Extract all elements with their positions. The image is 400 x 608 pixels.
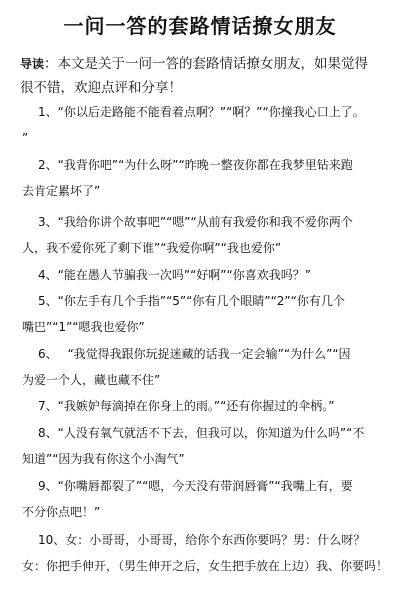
list-item-line: 不分你点吧！” — [22, 505, 101, 519]
list-item-line: 5、“你左手有几个手指”“5”“你有几个眼睛”“2”“你有几个 — [38, 294, 345, 308]
list-item-line: 7、“我嫉妒每滴掉在你身上的雨。”“还有你握过的伞柄。” — [38, 399, 335, 413]
list-item-line: 人，我不爱你死了剩下谁”“我爱你啊”“我也爱你” — [22, 241, 282, 255]
list-item-line: 6、 “我觉得我跟你玩捉迷藏的话我一定会输”“为什么”“因 — [38, 347, 351, 361]
list-item-line: 10、女：小哥哥，小哥哥，给你个东西你要吗？男：什么呀？ — [38, 533, 366, 547]
list-item-line: 为爱一个人，藏也藏不住” — [22, 373, 161, 387]
list-item-line: ” — [22, 131, 29, 145]
list-item-line: 女：你把手伸开，（男生伸开之后，女生把手放在上边）我、你要吗！ — [22, 559, 389, 573]
list-item-line: 2、“我背你吧”“为什么呀”“昨晚一整夜你都在我梦里钻来跑 — [38, 158, 353, 172]
list-item-line: 嘴巴”“1”“嗯我也爱你” — [22, 320, 145, 334]
list-item-line: 1、“你以后走路能不能看着点啊？”“啊？”“你撞我心口上了。 — [38, 105, 365, 119]
intro-text-1: ：本文是关于一问一答的套路情话撩女朋友，如果觉得 — [44, 56, 369, 72]
list-item-line: 8、“人没有氧气就活不下去，但我可以，你知道为什么吗”“不 — [38, 426, 365, 440]
intro-line-2: 很不错，欢迎点评和分享！ — [20, 80, 182, 96]
list-item-line: 知道”“因为我有你这个小淘气” — [22, 452, 185, 466]
intro-lead: 导读 — [20, 57, 45, 71]
document-title: 一问一答的套路情话撩女朋友 — [63, 14, 337, 38]
list-item-line: 3、“我给你讲个故事吧”“嗯”“从前有我爱你和我不爱你两个 — [38, 215, 353, 229]
list-item-line: 9、“你嘴唇都裂了”“嗯，今天没有带润唇膏”“我嘴上有，要 — [38, 479, 353, 493]
list-item-line: 4、“能在愚人节骗我一次吗”“好啊”“你喜欢我吗？” — [38, 268, 311, 282]
list-item-line: 去肯定累坏了” — [22, 184, 101, 198]
intro-line-1 — [20, 52, 386, 76]
intro-paragraph — [20, 52, 386, 100]
